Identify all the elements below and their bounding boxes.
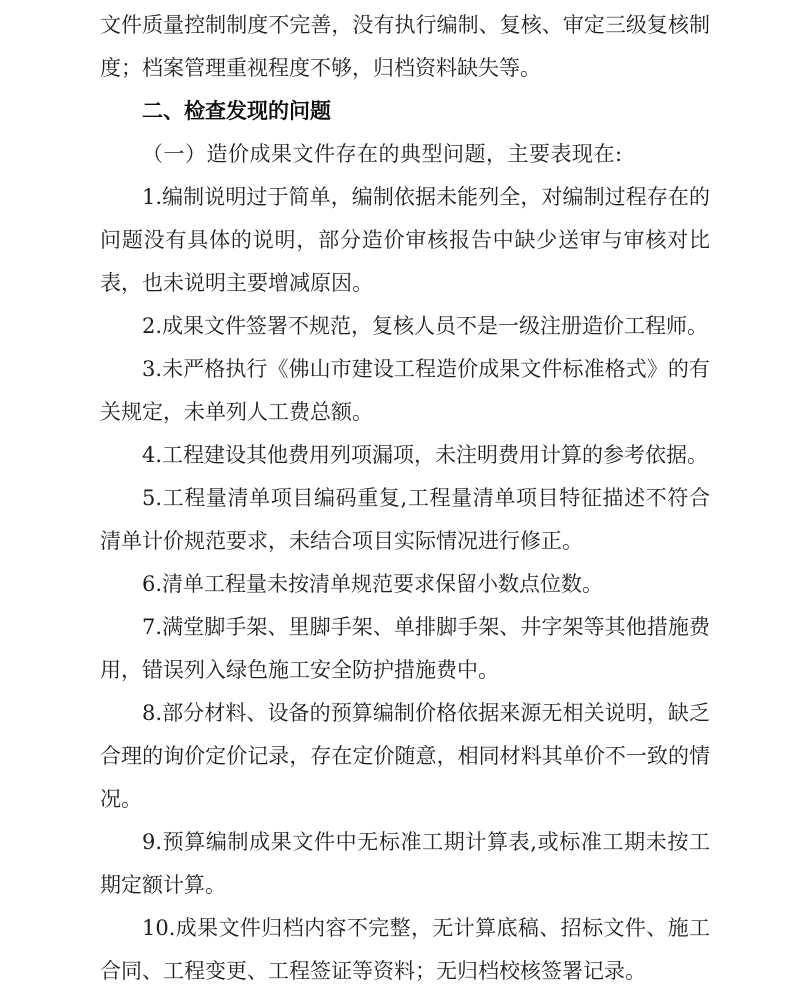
numbered-item-1: 1.编制说明过于简单，编制依据未能列全，对编制过程存在的问题没有具体的说明，部分造价审核报告中缺少送审与审核对比表，也未说明主要增减原因。 xyxy=(100,185,710,295)
section-heading: 二、检查发现的问题 xyxy=(142,99,331,123)
numbered-item-2: 2.成果文件签署不规范，复核人员不是一级注册造价工程师。 xyxy=(142,314,709,338)
numbered-item-8: 8.部分材料、设备的预算编制价格依据来源无相关说明，缺乏合理的询价定价记录，存在定价随意，相同材料其单价不一致的情况。 xyxy=(100,701,710,811)
numbered-item-5: 5.工程量清单项目编码重复,工程量清单项目特征描述不符合清单计价规范要求，未结合项目实际情况进行修正。 xyxy=(100,486,710,553)
numbered-item-6: 6.清单工程量未按清单规范要求保留小数点位数。 xyxy=(142,572,604,596)
numbered-item-4: 4.工程建设其他费用列项漏项，未注明费用计算的参考依据。 xyxy=(142,443,709,467)
subsection-heading: （一）造价成果文件存在的典型问题，主要表现在: xyxy=(142,142,623,166)
body-paragraph-continuation: 文件质量控制制度不完善，没有执行编制、复核、审定三级复核制度；档案管理重视程度不够，归档资料缺失等。 xyxy=(100,13,710,80)
numbered-item-7: 7.满堂脚手架、里脚手架、单排脚手架、井字架等其他措施费用，错误列入绿色施工安全防护措施费中。 xyxy=(100,615,710,682)
numbered-item-10: 10.成果文件归档内容不完整，无计算底稿、招标文件、施工合同、工程变更、工程签证等资料；无归档校核签署记录。 xyxy=(100,916,710,983)
numbered-item-9: 9.预算编制成果文件中无标准工期计算表,或标准工期未按工期定额计算。 xyxy=(100,830,710,897)
numbered-item-3: 3.未严格执行《佛山市建设工程造价成果文件标准格式》的有关规定，未单列人工费总额。 xyxy=(100,357,710,424)
